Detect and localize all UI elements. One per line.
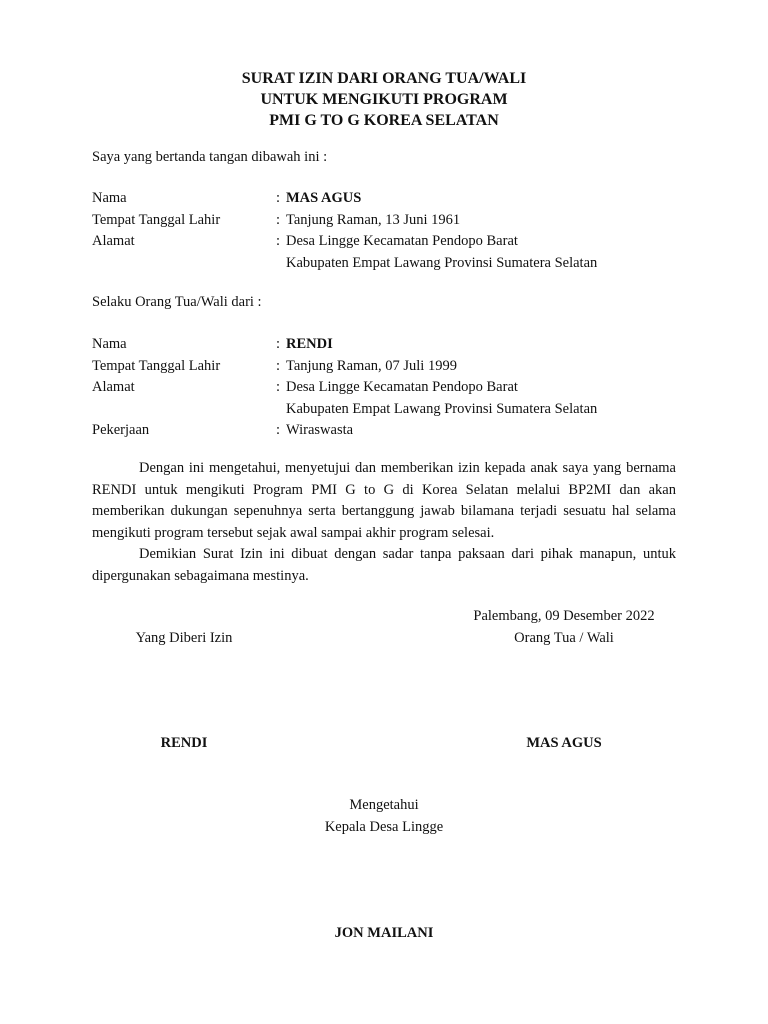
parent-name-row (92, 188, 692, 210)
child-name-row (92, 334, 692, 356)
field-label: Pekerjaan (92, 422, 150, 438)
body-paragraph-2: Demikian Surat Izin ini dibuat dengan sadar tanpa paksaan dari pihak manapun, untuk dipergunakan sebagaimana mestinya. (92, 546, 676, 584)
child-details (92, 334, 692, 442)
child-job-row (92, 420, 692, 442)
parent-address-line-2: Kabupaten Empat Lawang Provinsi Sumatera Selatan (286, 254, 598, 271)
child-job-value: Wiraswasta (286, 422, 354, 438)
parent-address-line-1: Desa Lingge Kecamatan Pendopo Barat (286, 233, 518, 249)
right-signature-caption: Orang Tua / Wali (514, 630, 614, 646)
field-colon: : (276, 379, 281, 395)
child-birth-row (92, 356, 692, 378)
body-paragraph-1: Dengan ini mengetahui, menyetujui dan memberikan izin kepada anak saya yang bernama RENDI untuk mengikuti Program PMI G to G di Korea Selatan melalui BP2MI dan akan memberikan dukungan sepenuhnya serta bertanggung jawab bilamana terjadi sesuatu hal selama mengikuti program tersebut sejak awal sampai akhir program selesai. (92, 460, 676, 541)
left-signatory-name: RENDI (160, 735, 208, 751)
intro-text: Saya yang bertanda tangan dibawah ini : (92, 149, 328, 165)
child-address-row (92, 377, 692, 399)
title-line-1: SURAT IZIN DARI ORANG TUA/WALI (241, 70, 527, 87)
right-signatory-name: MAS AGUS (526, 735, 602, 751)
field-colon: : (276, 190, 281, 206)
parent-address-row (92, 231, 692, 253)
parent-details (92, 188, 692, 274)
guardian-of-text: Selaku Orang Tua/Wali dari : (92, 294, 262, 310)
village-head-name: JON MAILANI (334, 925, 434, 941)
field-label: Nama (92, 190, 127, 206)
field-colon: : (276, 211, 281, 228)
parent-name-value: MAS AGUS (286, 190, 362, 206)
child-address-row-2 (92, 399, 692, 421)
title-line-3: PMI G TO G KOREA SELATAN (269, 112, 499, 129)
child-name-value: RENDI (286, 336, 333, 352)
parent-birth-row (92, 210, 692, 232)
acknowledgement-heading: Mengetahui (349, 797, 419, 813)
child-address-line-1: Desa Lingge Kecamatan Pendopo Barat (286, 379, 518, 395)
field-colon: : (276, 422, 281, 438)
letter-body (92, 458, 676, 587)
field-label: Tempat Tanggal Lahir (92, 211, 221, 228)
field-colon: : (276, 336, 281, 352)
title-line-2: UNTUK MENGIKUTI PROGRAM (260, 91, 508, 108)
place-date: Palembang, 09 Desember 2022 (473, 608, 655, 624)
parent-address-row-2 (92, 253, 692, 275)
field-label: Alamat (92, 233, 135, 249)
parent-birth-value: Tanjung Raman, 13 Juni 1961 (286, 211, 461, 228)
field-label: Tempat Tanggal Lahir (92, 357, 221, 374)
acknowledgement-title: Kepala Desa Lingge (324, 819, 444, 835)
field-colon: : (276, 357, 281, 374)
child-birth-value: Tanjung Raman, 07 Juli 1999 (286, 357, 457, 374)
child-address-line-2: Kabupaten Empat Lawang Provinsi Sumatera Selatan (286, 400, 598, 417)
field-colon: : (276, 233, 281, 249)
field-label: Nama (92, 336, 127, 352)
field-label: Alamat (92, 379, 135, 395)
left-signature-caption: Yang Diberi Izin (135, 630, 233, 646)
letter-title (0, 68, 768, 131)
